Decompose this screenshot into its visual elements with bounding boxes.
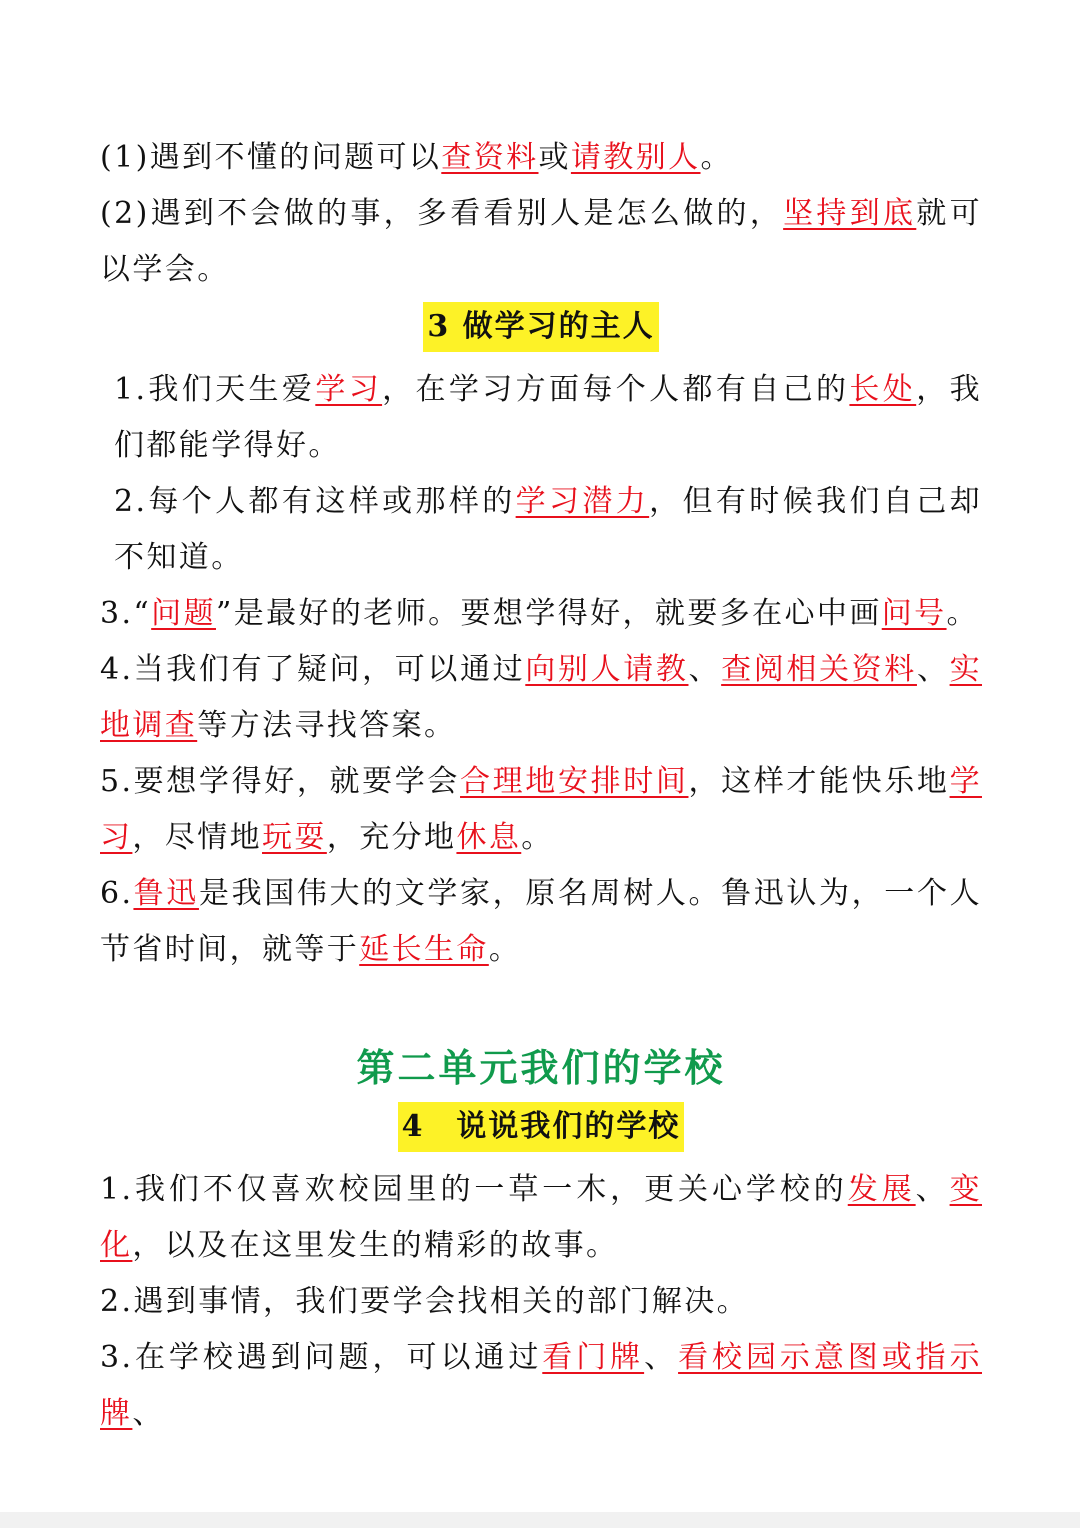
- answer-blank: 合理地安排时间: [460, 764, 689, 799]
- text: ，我们都能学得好。: [114, 372, 982, 463]
- answer-blank: 鲁迅: [133, 876, 199, 911]
- text: 4.当我们有了疑问，可以通过: [100, 652, 526, 687]
- answer-blank: 看校园示意图或指示牌: [100, 1340, 982, 1431]
- answer-blank: 休息: [456, 820, 522, 855]
- answer-blank: 查资料: [441, 140, 539, 175]
- answer-blank: 学习潜力: [515, 484, 650, 519]
- paragraph-l4-3: [100, 1330, 982, 1442]
- answer-blank: 坚持到底: [783, 196, 917, 231]
- text: 3.“: [100, 596, 152, 631]
- text: 。: [700, 140, 733, 175]
- text: 5.要想学得好，就要学会: [100, 764, 461, 799]
- paragraph-l2-1: [100, 130, 982, 186]
- text: ，尽情地: [132, 820, 263, 855]
- text: 、: [688, 652, 722, 687]
- text: 等方法寻找答案。: [197, 708, 457, 743]
- text: ，但有时候我们自己却不知道。: [114, 484, 982, 575]
- paragraph-l3-2: [100, 474, 982, 586]
- text: 2.每个人都有这样或那样的: [114, 484, 516, 519]
- text: 。: [946, 596, 979, 631]
- lesson4-heading-row: [100, 1102, 982, 1158]
- text: (2)遇到不会做的事，多看看别人是怎么做的，: [100, 196, 784, 231]
- text: 2.遇到事情，我们要学会找相关的部门解决。: [100, 1284, 750, 1319]
- document-content: [100, 130, 982, 1442]
- answer-blank: 学习: [315, 372, 383, 407]
- unit2-title: 第二单元我们的学校: [356, 1045, 726, 1090]
- text: 就可以学会。: [100, 196, 982, 287]
- answer-blank: 问题: [151, 596, 216, 631]
- answer-blank: 长处: [849, 372, 917, 407]
- answer-blank: 看门牌: [542, 1340, 645, 1375]
- paragraph-l3-6: [100, 866, 982, 978]
- lesson3-title: 3 做学习的主人: [423, 302, 658, 352]
- bottom-strip: [0, 1512, 1080, 1528]
- text: 1.我们天生爱: [114, 372, 316, 407]
- text: ，这样才能快乐地: [688, 764, 950, 799]
- paragraph-l4-2: [100, 1274, 982, 1330]
- text: 。: [488, 932, 522, 967]
- paragraph-l3-3: [100, 586, 982, 642]
- text: 6.: [100, 876, 134, 911]
- paragraph-l3-4: [100, 642, 982, 754]
- text: 1.我们不仅喜欢校园里的一草一木，更关心学校的: [100, 1172, 848, 1207]
- text: 是我国伟大的文学家，原名周树人。鲁迅认为，一个人节省时间，就等于: [100, 876, 982, 967]
- answer-blank: 变化: [100, 1172, 982, 1263]
- paragraph-l3-1: [100, 362, 982, 474]
- answer-blank: 向别人请教: [525, 652, 689, 687]
- text: 、: [132, 1396, 165, 1431]
- answer-blank: 实地调查: [100, 652, 982, 743]
- answer-blank: 查阅相关资料: [721, 652, 917, 687]
- text: 3.在学校遇到问题，可以通过: [100, 1340, 543, 1375]
- answer-blank: 发展: [847, 1172, 916, 1207]
- paragraph-l3-5: [100, 754, 982, 866]
- text: ”是最好的老师。要想学得好，就要多在心中画: [215, 596, 882, 631]
- text: ，在学习方面每个人都有自己的: [382, 372, 850, 407]
- answer-blank: 延长生命: [359, 932, 489, 967]
- answer-blank: 玩耍: [262, 820, 327, 855]
- paragraph-l4-1: [100, 1162, 982, 1274]
- answer-blank: 学习: [100, 764, 982, 855]
- lesson3-heading-row: [100, 302, 982, 358]
- text: 。: [521, 820, 554, 855]
- text: ，充分地: [326, 820, 457, 855]
- text: 或: [538, 140, 571, 175]
- answer-blank: 问号: [881, 596, 947, 631]
- text: 、: [915, 1172, 950, 1207]
- text: (1)遇到不懂的问题可以: [100, 140, 442, 175]
- answer-blank: 请教别人: [570, 140, 701, 175]
- text: ，以及在这里发生的精彩的故事。: [132, 1228, 619, 1263]
- paragraph-l2-2: [100, 186, 982, 298]
- lesson4-title: 4 说说我们的学校: [398, 1102, 685, 1152]
- text: 、: [644, 1340, 679, 1375]
- text: 、: [916, 652, 950, 687]
